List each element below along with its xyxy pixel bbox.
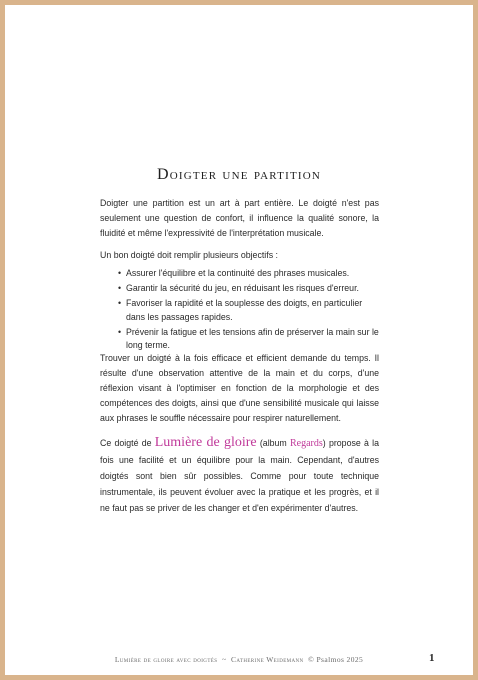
list-item: • Assurer l'équilibre et la continuité des phrases musicales. [118, 267, 380, 281]
album-open: (album [256, 438, 290, 448]
intro-paragraph: Doigter une partition est un art à part entière. Le doigté n'est pas seulement une question de confort, il influence la qualité sonore, la fluidité et même l'expressivité de l'interprétation musicale. [100, 198, 379, 238]
paragraph-rest: propose à la fois une facilité et un équilibre pour la main. Cependant, d'autres doigtés sont bien sûr possibles. Comme pour toute technique instrumentale, ils peuvent évoluer avec la pratique et les progrès, et il ne faut pas se priver de les changer et d'en expérimenter d'autres. [100, 438, 379, 513]
objectives-list [118, 267, 380, 354]
document-page [5, 5, 473, 675]
album-close: ) [322, 438, 326, 448]
fingering-paragraph [100, 435, 379, 516]
objectives-intro: Un bon doigté doit remplir plusieurs objectifs : [100, 250, 278, 260]
footer-work: Lumière de gloire avec doigtés [114, 655, 218, 664]
footer-author: Catherine Weidemann [231, 655, 304, 664]
list-item: • Garantir la sécurité du jeu, en réduisant les risques d'erreur. [118, 282, 380, 296]
page-number: 1 [429, 652, 435, 664]
list-item: • Prévenir la fatigue et les tensions afin de préserver la main sur le long terme. [118, 326, 380, 353]
paragraph-prefix: Ce doigté de [100, 438, 155, 448]
page-footer [5, 655, 473, 664]
list-item: • Favoriser la rapidité et la souplesse des doigts, en particulier dans les passages rapides. [118, 297, 380, 324]
method-paragraph: Trouver un doigté à la fois efficace et efficient demande du temps. Il résulte d'une observation attentive de la main et du corps, d'une réflexion visant à l'optimiser en fonction de la morphologie et des compétences des doigts, ainsi que d'une sensibilité musicale qui laisse aux phrases le souffle nécessaire pour respirer naturellement. [100, 353, 379, 423]
album-title: Regards [290, 438, 323, 449]
page-title: Doigter une partition [156, 166, 322, 183]
footer-separator: ~ [221, 655, 227, 664]
song-title: Lumière de gloire [154, 435, 257, 450]
footer-copyright: © Psalmos 2025 [308, 655, 364, 664]
